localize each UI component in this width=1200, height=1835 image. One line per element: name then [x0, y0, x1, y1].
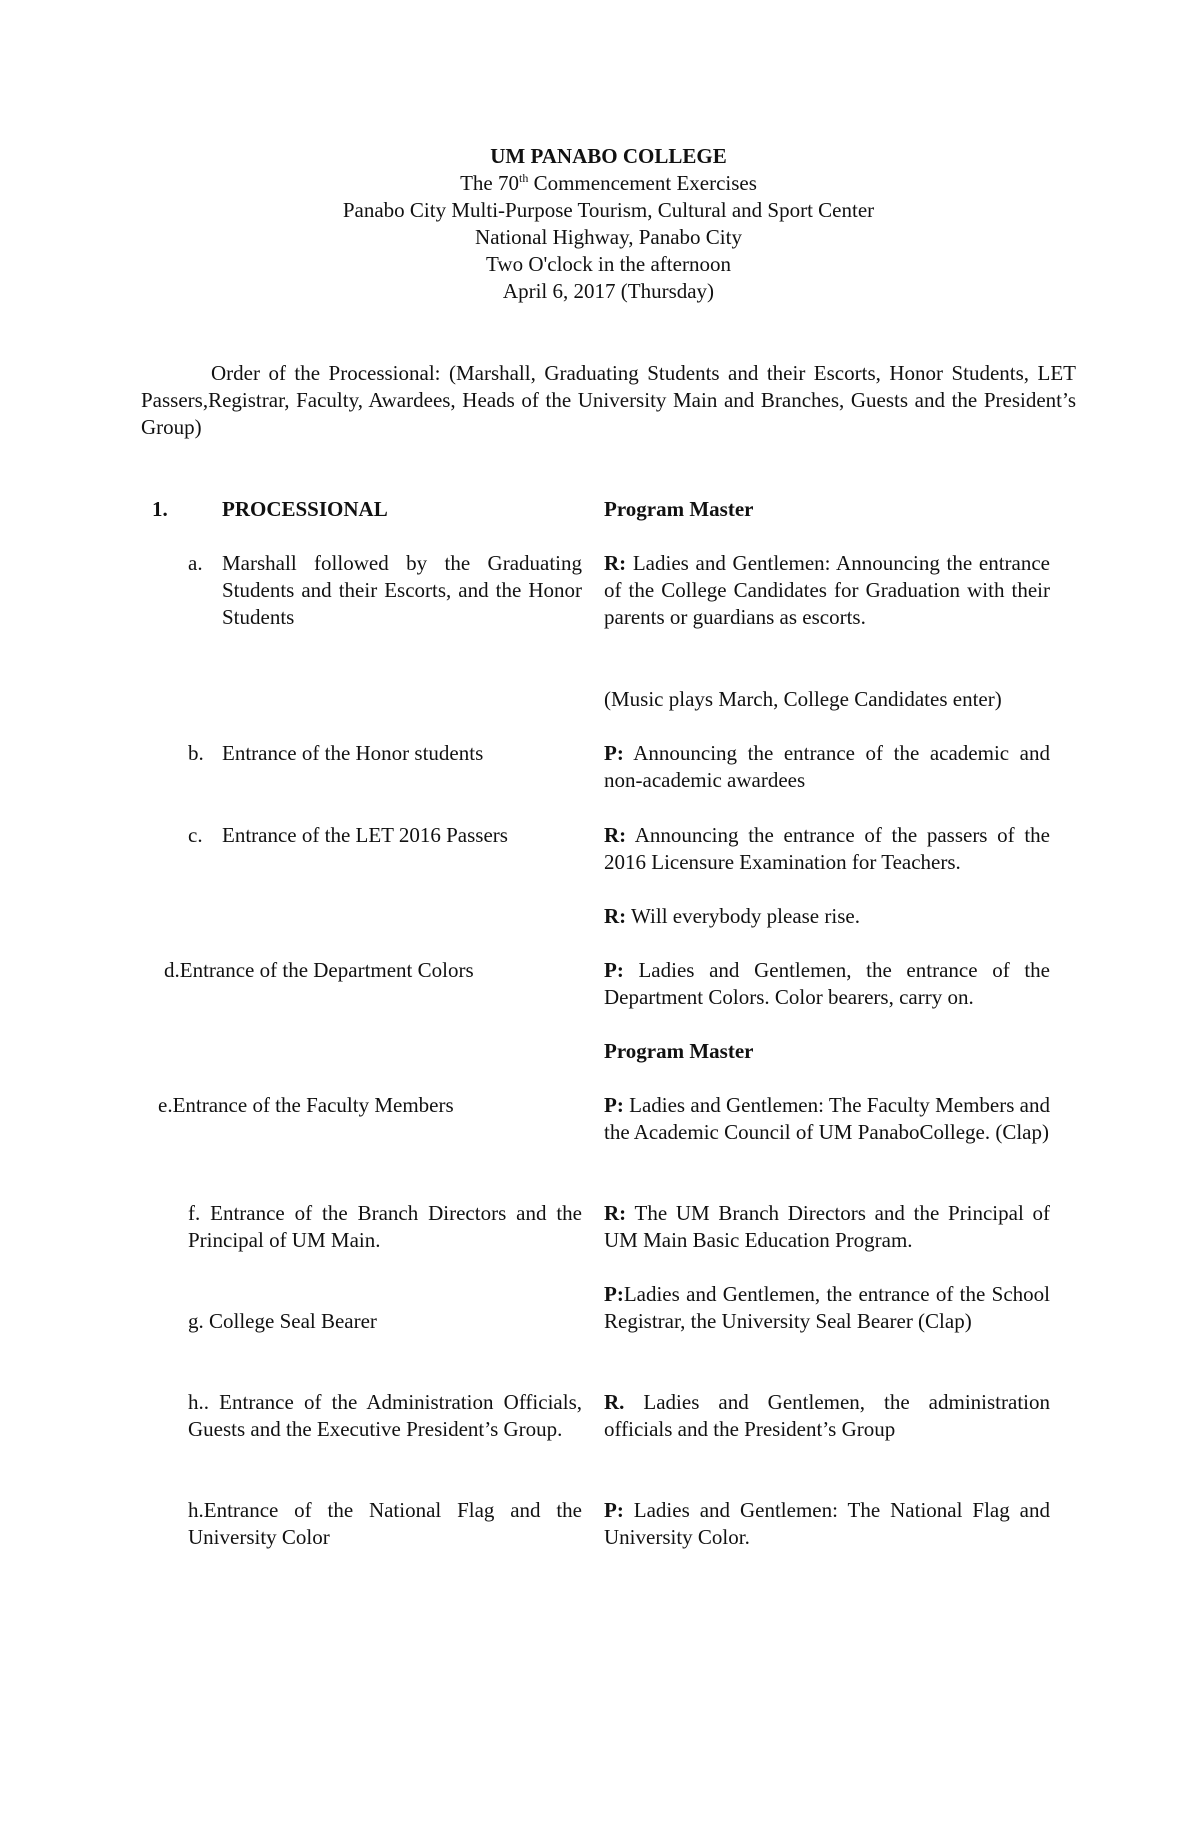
section-title: PROCESSIONAL: [222, 497, 388, 521]
speaker-label: P:: [604, 741, 624, 765]
script-line-h-flag: [604, 1497, 1050, 1551]
processional-item-e: e.Entrance of the Faculty Members: [158, 1093, 454, 1117]
script-line-e: [604, 1092, 1050, 1146]
processional-item-d: d.Entrance of the Department Colors: [164, 958, 474, 982]
processional-order-paragraph: Order of the Processional: (Marshall, Graduating Students and their Escorts, Honor Students, LET Passers,Registrar, Faculty, Awardees, Heads of the University Main and Branches, Guests and the President’s Group): [141, 361, 1076, 439]
speaker-label: P:: [604, 1282, 624, 1306]
document-header: [0, 143, 1200, 305]
speaker-label: P:: [604, 1498, 624, 1522]
item-description: Marshall followed by the Graduating Students and their Escorts, and the Honor Students: [222, 551, 582, 629]
processional-item-f: f. Entrance of the Branch Directors and the Principal of UM Main.: [188, 1201, 582, 1252]
speaker-label: R:: [604, 904, 627, 928]
college-name: UM PANABO COLLEGE: [490, 144, 727, 168]
script-text: The UM Branch Directors and the Principal of UM Main Basic Education Program.: [604, 1201, 1050, 1252]
script-text: Ladies and Gentlemen: The Faculty Members and the Academic Council of UM PanaboCollege. (Clap): [604, 1093, 1050, 1144]
script-text: Ladies and Gentlemen, the entrance of the School Registrar, the University Seal Bearer (Clap): [604, 1282, 1050, 1333]
address-line: National Highway, Panabo City: [475, 225, 742, 249]
script-text: Ladies and Gentlemen: Announcing the entrance of the College Candidates for Graduation with their parents or guardians as escorts.: [604, 551, 1050, 629]
script-line-b: [604, 740, 1050, 794]
processional-item-h-flag: h.Entrance of the National Flag and the University Color: [188, 1498, 582, 1549]
script-line-a: [604, 550, 1050, 631]
script-text: Announcing the entrance of the academic and non-academic awardees: [604, 741, 1050, 792]
music-note: (Music plays March, College Candidates enter): [604, 687, 1002, 711]
venue-line: Panabo City Multi-Purpose Tourism, Cultural and Sport Center: [342, 198, 875, 222]
script-line-f: [604, 1200, 1050, 1254]
event-title-suffix: Commencement Exercises: [528, 171, 757, 195]
script-line-d: [604, 957, 1050, 1011]
program-master-heading-2: Program Master: [604, 1039, 754, 1063]
program-master-heading: Program Master: [604, 497, 754, 521]
event-title-prefix: The 70: [460, 171, 519, 195]
speaker-label: R.: [604, 1390, 625, 1414]
script-line-c: [604, 822, 1050, 876]
date-line: April 6, 2017 (Thursday): [502, 279, 715, 303]
script-text: Ladies and Gentlemen: The National Flag and University Color.: [604, 1498, 1050, 1549]
script-line-g: [604, 1281, 1050, 1335]
item-marker: a.: [188, 551, 203, 575]
speaker-label: P:: [604, 1093, 624, 1117]
speaker-label: R:: [604, 823, 627, 847]
script-text: Announcing the entrance of the passers of the 2016 Licensure Examination for Teachers.: [604, 823, 1050, 874]
script-text: Will everybody please rise.: [626, 904, 860, 928]
item-description: Entrance of the LET 2016 Passers: [222, 823, 508, 847]
script-text: Ladies and Gentlemen, the entrance of the Department Colors. Color bearers, carry on.: [604, 958, 1050, 1009]
processional-item-h-officials: h.. Entrance of the Administration Officials, Guests and the Executive President’s Group.: [188, 1390, 582, 1441]
speaker-label: R:: [604, 1201, 627, 1225]
speaker-label: R:: [604, 551, 627, 575]
item-marker: c.: [188, 823, 203, 847]
event-title: [0, 170, 1200, 197]
time-line: Two O'clock in the afternoon: [486, 252, 731, 276]
script-line-h-officials: [604, 1389, 1050, 1443]
script-text: Ladies and Gentlemen, the administration officials and the President’s Group: [604, 1390, 1050, 1441]
item-description: Entrance of the Honor students: [222, 741, 484, 765]
item-marker: b.: [188, 741, 204, 765]
event-title-superscript: th: [518, 171, 529, 185]
processional-item-g: g. College Seal Bearer: [188, 1309, 377, 1333]
script-line-rise: [604, 903, 1050, 930]
speaker-label: P:: [604, 958, 624, 982]
section-number: 1.: [152, 497, 168, 521]
